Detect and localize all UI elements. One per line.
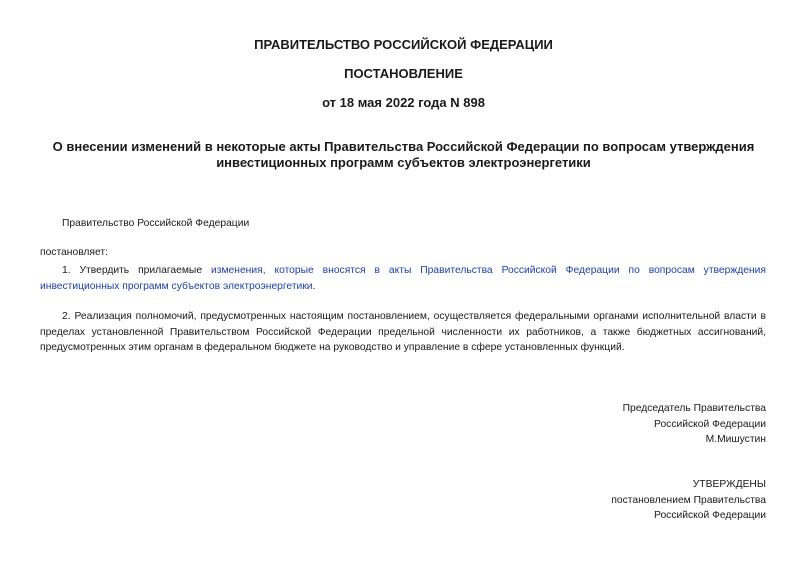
document-subject: О внесении изменений в некоторые акты Правительства Российской Федерации по вопросам утверждения инвестиционных программ субъектов электроэнергетики xyxy=(52,139,755,170)
item-1-suffix: . xyxy=(312,280,316,292)
signatory-name: М.Мишустин xyxy=(705,434,766,445)
approved-authority-line: Российской Федерации xyxy=(654,510,766,521)
document-date-number: от 18 мая 2022 года N 898 xyxy=(322,95,485,110)
approved-heading: УТВЕРЖДЕНЫ xyxy=(692,479,766,490)
approved-by-line: постановлением Правительства xyxy=(611,494,766,506)
signatory-position-line2: Российской Федерации xyxy=(654,418,766,430)
issuer-line: Правительство Российской Федерации xyxy=(62,218,250,229)
signatory-position-line1: Председатель Правительства xyxy=(622,403,766,414)
document-type: ПОСТАНОВЛЕНИЕ xyxy=(344,66,463,81)
government-title: ПРАВИТЕЛЬСТВО РОССИЙСКОЙ ФЕДЕРАЦИИ xyxy=(254,37,553,52)
item-1-prefix: 1. Утвердить прилагаемые xyxy=(62,265,211,276)
resolves-line: постановляет: xyxy=(40,247,108,258)
approval-block xyxy=(611,477,766,524)
item-1-paragraph xyxy=(40,263,766,294)
amendments-link[interactable]: изменения, которые вносятся в акты Правительства Российской Федерации по вопросам утверждения инвестиционных программ субъектов электроэнергетики xyxy=(40,265,766,292)
signature-block xyxy=(623,401,766,448)
item-2-paragraph: 2. Реализация полномочий, предусмотренных настоящим постановлением, осуществляется федеральными органами исполнительной власти в пределах установленной Правительством Российской Федерации предельной численности их работников, а также бюджетных ассигнований, предусмотренных этим органам в федеральном бюджете на руководство и управление в сфере установленных функций. xyxy=(40,311,766,353)
